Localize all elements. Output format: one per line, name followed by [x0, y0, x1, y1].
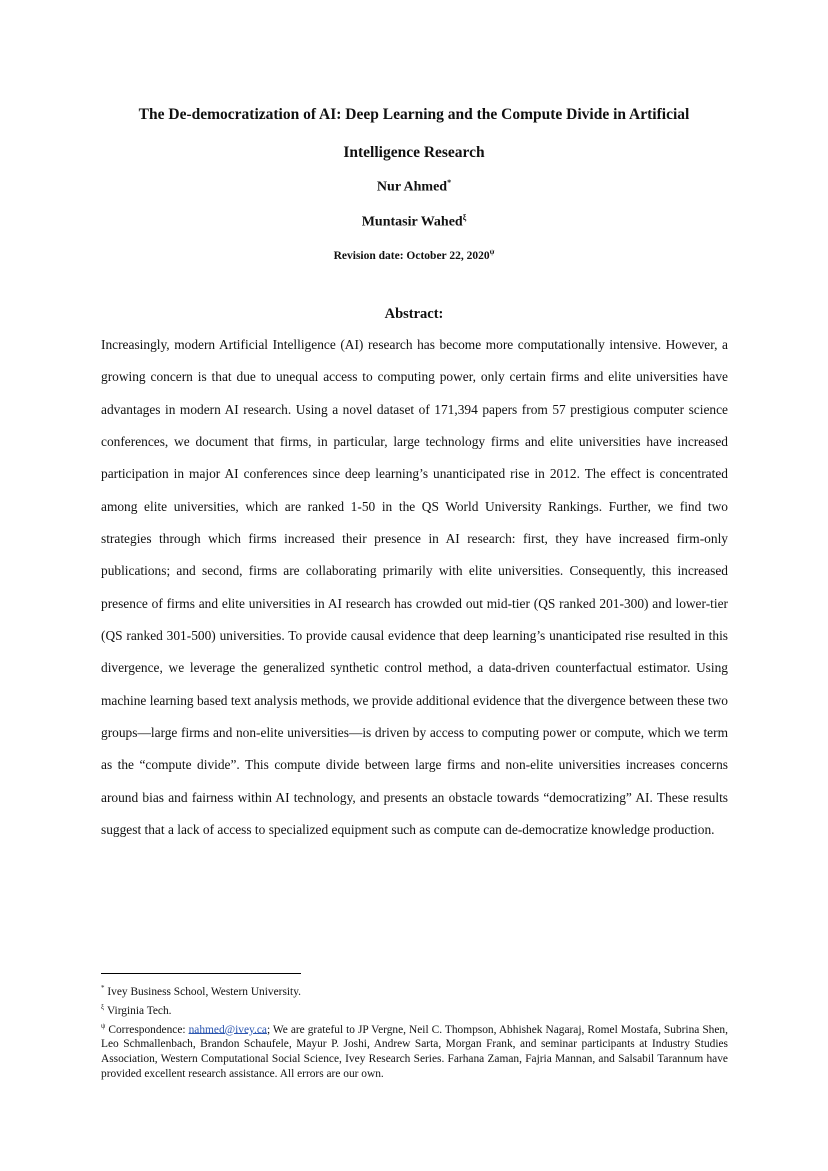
title-line-2: Intelligence Research — [343, 144, 485, 161]
footnote-1-text: Ivey Business School, Western University. — [107, 985, 302, 998]
footnote-3-text: ; We are grateful to JP Vergne, Neil C. Thompson, Abhishek Nagaraj, Romel Mostafa, Subrina Shen, Leo Schmallenbach, Brandon Schaufele, Mayur P. Joshi, Andrew Sarta, Morgan Frank, and seminar participants at Industry Studies Association, Western Computational Social Science, Ivey Research Series. Farhana Zaman, Fajria Mannan, and Salsabil Tarannum have provided excellent research assistance. All errors are our own. — [101, 1023, 728, 1081]
footnote-2-text: Virginia Tech. — [106, 1004, 172, 1017]
author-1-name: Nur Ahmed — [376, 179, 448, 195]
footnote-separator — [101, 973, 301, 974]
correspondence-email-link[interactable]: nahmed@ivey.ca — [188, 1023, 267, 1036]
footnote-2-mark: ξ — [101, 1002, 105, 1011]
footnote-3 — [101, 1019, 728, 1083]
footnote-2 — [101, 1000, 728, 1019]
revision-footnote-mark: ψ — [489, 248, 495, 256]
footnotes — [101, 981, 728, 1082]
footnote-3-lead: Correspondence: — [108, 1023, 186, 1036]
author-1-footnote-mark: * — [447, 178, 452, 187]
title-line-1: The De-democratization of AI: Deep Learning and the Compute Divide in Artificial — [138, 106, 690, 123]
author-2-name: Muntasir Wahed — [361, 214, 463, 230]
revision-date — [100, 248, 728, 262]
abstract-body: Increasingly, modern Artificial Intelligence (AI) research has become more computationally intensive. However, a growing concern is that due to unequal access to computing power, only certain firms and elite universities have advantages in modern AI research. Using a novel dataset of 171,394 papers from 57 prestigious computer science conferences, we document that firms, in particular, large technology firms and elite universities have increased participation in major AI conferences since deep learning’s unanticipated rise in 2012. The effect is concentrated among elite universities, which are ranked 1-50 in the QS World University Rankings. Further, we find two strategies through which firms increased their presence in AI research: first, they have increased firm-only publications; and second, firms are collaborating primarily with elite universities. Consequently, this increased presence of firms and elite universities in AI research has crowded out mid-tier (QS ranked 201-300) and lower-tier (QS ranked 301-500) universities. To provide causal evidence that deep learning’s unanticipated rise resulted in this divergence, we leverage the generalized synthetic control method, a data-driven counterfactual estimator. Using machine learning based text analysis methods, we provide additional evidence that the divergence between these two groups—large firms and non-elite universities—is driven by access to computing power or compute, which we term as the “compute divide”. This compute divide between large firms and non-elite universities increases concerns around bias and fairness within AI technology, and presents an obstacle towards “democratizing” AI. These results suggest that a lack of access to specialized equipment such as compute can de-democratize knowledge production. — [101, 337, 728, 838]
author-2 — [100, 213, 728, 231]
abstract-heading: Abstract: — [384, 306, 444, 322]
footnote-3-mark: ψ — [101, 1021, 106, 1030]
author-1 — [100, 178, 728, 196]
revision-date-text: Revision date: October 22, 2020 — [333, 249, 490, 262]
author-2-footnote-mark: ξ — [462, 213, 467, 222]
paper-title — [100, 96, 728, 172]
footnote-1-mark: * — [101, 984, 105, 992]
footnote-1 — [101, 981, 728, 1000]
